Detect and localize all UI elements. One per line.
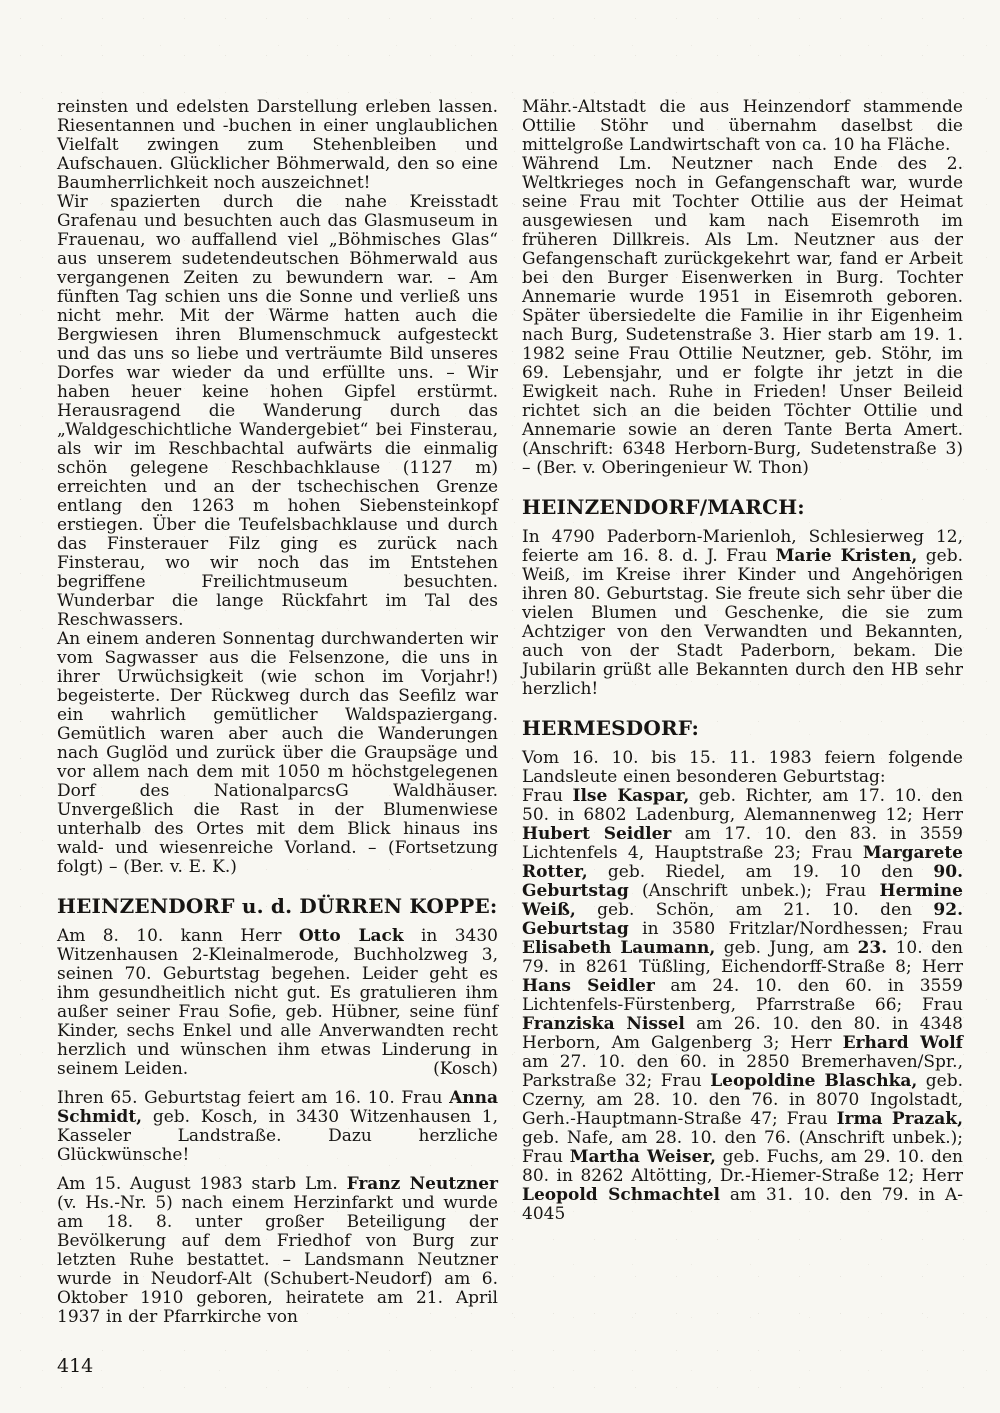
- text-segment: (Anschrift unbek.); Frau: [628, 881, 880, 901]
- page-number: 414: [57, 1355, 94, 1377]
- text-segment: geb. Nafe, am 28. 10. den 76. (Anschrift unbek.); Frau: [522, 1128, 963, 1167]
- person-name: Leopoldine Blaschka,: [710, 1071, 918, 1091]
- paragraph: [522, 528, 963, 699]
- person-name: Hans Seidler: [522, 976, 655, 996]
- text-segment: Wir spazierten durch die nahe Kreisstadt Grafenau und besuchten auch das Glasmuseum in Frauenau, wo auffallend viel „Böhmisches Glas“ aus unserem sudetendeutschen Böhmerwald aus vergangenen Zeiten zu bewundern war. – Am fünften Tag schien uns die Sonne und verließ uns nicht mehr. Mit der Wärme hatten auch die Bergwiesen ihren Blumenschmuck aufgesteckt und das uns so liebe und verträumte Bild unseres Dorfes war wieder da und erfüllte uns. – Wir haben heuer keine hohen Gipfel erstürmt. Herausragend die Wanderung durch das „Waldgeschichtliche Wandergebiet“ bei Finsterau, als wir im Reschbachtal aufwärts die einmalig schön gelegene Reschbachklause (1127 m) erreichten und an der tschechischen Grenze entlang den 1263 m hohen Siebensteinkopf erstiegen. Über die Teufelsbachklause und durch das Finsterauer Filz ging es zurück nach Finsterau, wo wir noch das im Entstehen begriffene Freilichtmuseum besuchten. Wunderbar die lange Rückfahrt im Tal des Reschwassers.: [57, 192, 498, 630]
- person-name: 92. Geburtstag: [522, 900, 963, 939]
- paragraph: [522, 787, 963, 1224]
- section-heading: HEINZENDORF u. d. DÜRREN KOPPE:: [57, 894, 498, 918]
- text-segment: geb. Jung, am: [715, 938, 858, 958]
- text-segment: Während Lm. Neutzner nach Ende des 2. Weltkrieges noch in Gefangenschaft war, wurde seine Frau mit Tochter Ottilie aus der Heimat ausgewiesen und kam nach Eisemroth im früheren Dillkreis. Als Lm. Neutzner aus der Gefangenschaft zurückgekehrt war, fand er Arbeit bei den Burger Eisenwerken in Burg. Tochter Annemarie wurde 1951 in Eisemroth geboren. Später übersiedelte die Familie in ihr Eigenheim nach Burg, Sudetenstraße 3. Hier starb am 19. 1. 1982 seine Frau Ottilie Neutzner, geb. Stöhr, im 69. Lebensjahr, und er folgte ihr jetzt in die Ewigkeit nach. Ruhe in Frieden! Unser Beileid richtet sich an die beiden Töchter Ottilie und Annemarie sowie an deren Tante Berta Amert. (Anschrift: 6348 Herborn-Burg, Sudetenstraße 3) – (Ber. v. Oberingenieur W. Thon): [522, 154, 963, 478]
- person-name: 23.: [857, 938, 888, 958]
- text-segment: Am 15. August 1983 starb Lm.: [57, 1174, 347, 1194]
- person-name: Erhard Wolf: [842, 1033, 963, 1053]
- person-name: Otto Lack: [298, 926, 404, 946]
- person-name: Hubert Seidler: [522, 824, 672, 844]
- section-heading: HEINZENDORF/MARCH:: [522, 495, 805, 519]
- text-segment: am 24. 10. den 60. in 3559 Lichtenfels-Fürstenberg, Pfarrstraße 66; Frau: [522, 976, 963, 1015]
- person-name: Hermine Weiß,: [522, 881, 963, 920]
- text-segment: in 3430 Witzenhausen 2-Kleinalmerode, Buchholzweg 3, seinen 70. Geburtstag begehen. Leider geht es ihm gesundheitlich nicht gut. Es gratulieren ihm außer seiner Frau Sofie, geb. Hübner, seine fünf Kinder, sechs Enkel und alle Anverwandten recht herzlich und wünschen ihm etwas Linderung in seinem Leiden.: [57, 926, 498, 1079]
- text-segment: Mähr.-Altstadt die aus Heinzendorf stammende Ottilie Stöhr und übernahm daselbst die mittelgroße Landwirtschaft von ca. 10 ha Fläche.: [522, 97, 963, 155]
- text-segment: am 27. 10. den 60. in 2850 Bremerhaven/Spr., Parkstraße 32; Frau: [522, 1052, 963, 1091]
- person-name: Marie Kristen,: [775, 546, 918, 566]
- paragraph: [57, 98, 498, 193]
- person-name: Franziska Nissel: [522, 1014, 685, 1034]
- text-segment: geb. Fuchs, am 29. 10. den 80. in 8262 Altötting, Dr.-Hiemer-Straße 12; Herr: [522, 1147, 963, 1186]
- person-name: Margarete Rotter,: [522, 843, 963, 882]
- person-name: Ilse Kaspar,: [572, 786, 690, 806]
- text-segment: geb. Weiß, im Kreise ihrer Kinder und Angehörigen ihren 80. Geburtstag. Sie freute sich sehr über die vielen Blumen und Geschenke, die sie zum Achtziger von den Verwandten und Bekannten, auch von der Stadt Paderborn, bekam. Die Jubilarin grüßt alle Bekannten durch den HB sehr herzlich!: [522, 546, 963, 699]
- text-segment: geb. Schön, am 21. 10. den: [575, 900, 934, 920]
- text-segment: am 31. 10. den 79. in A-4045: [522, 1185, 963, 1224]
- paragraph: [522, 749, 963, 787]
- text-segment: 10. den 79. in 8261 Tüßling, Eichendorff-Straße 8; Herr: [522, 938, 963, 977]
- person-name: Martha Weiser,: [569, 1147, 716, 1167]
- text-segment: reinsten und edelsten Darstellung erleben lassen. Riesentannen und -buchen in einer unglaublichen Vielfalt zwingen zum Stehenbleiben und Aufschauen. Glücklicher Böhmerwald, den so eine Baumherrlichkeit noch auszeichnet!: [57, 97, 498, 193]
- left-column-blocks: [57, 98, 498, 1327]
- section-heading: HERMESDORF:: [522, 716, 700, 740]
- paragraph: [57, 1089, 498, 1165]
- person-name: Leopold Schmachtel: [522, 1185, 720, 1205]
- text-segment: Vom 16. 10. bis 15. 11. 1983 feiern folgende Landsleute einen besonderen Geburtstag:: [522, 748, 963, 787]
- scanned-page: [57, 98, 963, 1377]
- text-segment: Frau: [522, 786, 573, 806]
- paragraph: [57, 193, 498, 630]
- text-segment: (v. Hs.-Nr. 5) nach einem Herzinfarkt und wurde am 18. 8. unter großer Beteiligung der Bevölkerung auf dem Friedhof von Burg zur letzten Ruhe bestattet. – Landsmann Neutzner wurde in Neudorf-Alt (Schubert-Neudorf) am 6. Oktober 1910 geboren, heiratete am 21. April 1937 in der Pfarrkirche von: [57, 1193, 498, 1327]
- person-name: Irma Prazak,: [836, 1109, 963, 1129]
- right-column-blocks: [522, 98, 963, 1224]
- text-segment: am 26. 10. den 80. in 4348 Herborn, Am Galgenberg 3; Herr: [522, 1014, 963, 1053]
- person-name: 90. Geburtstag: [522, 862, 963, 901]
- paragraph: [522, 98, 963, 155]
- paragraph: [522, 155, 963, 478]
- text-segment: Ihren 65. Geburtstag feiert am 16. 10. Frau: [57, 1088, 450, 1108]
- paragraph: [57, 630, 498, 877]
- text-segment: geb. Kosch, in 3430 Witzenhausen 1, Kasseler Landstraße. Dazu herzliche Glückwünsche!: [57, 1107, 498, 1165]
- text-segment: geb. Richter, am 17. 10. den 50. in 6802 Ladenburg, Alemannenweg 12; Herr: [522, 786, 964, 825]
- person-name: Franz Neutzner: [346, 1174, 498, 1194]
- person-name: Anna Schmidt,: [57, 1088, 498, 1127]
- person-name: Elisabeth Laumann,: [522, 938, 716, 958]
- signature: (Kosch): [433, 1059, 498, 1079]
- left-column: [57, 98, 498, 1377]
- paragraph: [57, 927, 498, 1079]
- text-segment: geb. Riedel, am 19. 10 den: [587, 862, 934, 882]
- text-segment: An einem anderen Sonnentag durchwanderten wir vom Sagwasser aus die Felsenzone, die uns in ihrer Urwüchsigkeit (wie schon im Vorjahr!) begeisterte. Der Rückweg durch das Seefilz war ein wahrlich gemütlicher Waldspaziergang. Gemütlich waren aber auch die Wanderungen nach Guglöd und zurück über die Graupsäge und vor allem nach dem mit 1050 m höchstgelegenen Dorf des NationalparcsG Waldhäuser. Unvergeßlich die Rast in der Blumenwiese unterhalb des Ortes mit dem Blick hinaus ins wald- und wiesenreiche Vorland. – (Fortsetzung folgt) – (Ber. v. E. K.): [57, 629, 498, 877]
- text-segment: Am 8. 10. kann Herr: [57, 926, 299, 946]
- right-column: [522, 98, 963, 1377]
- text-segment: geb. Czerny, am 28. 10. den 76. in 8070 Ingolstadt, Gerh.-Hauptmann-Straße 47; Frau: [522, 1071, 963, 1129]
- text-segment: In 4790 Paderborn-Marienloh, Schlesierweg 12, feierte am 16. 8. d. J. Frau: [522, 527, 963, 566]
- paragraph: [57, 1175, 498, 1327]
- text-segment: in 3580 Fritzlar/Nordhessen; Frau: [628, 919, 963, 939]
- text-segment: am 17. 10. den 83. in 3559 Lichtenfels 4, Hauptstraße 23; Frau: [522, 824, 963, 863]
